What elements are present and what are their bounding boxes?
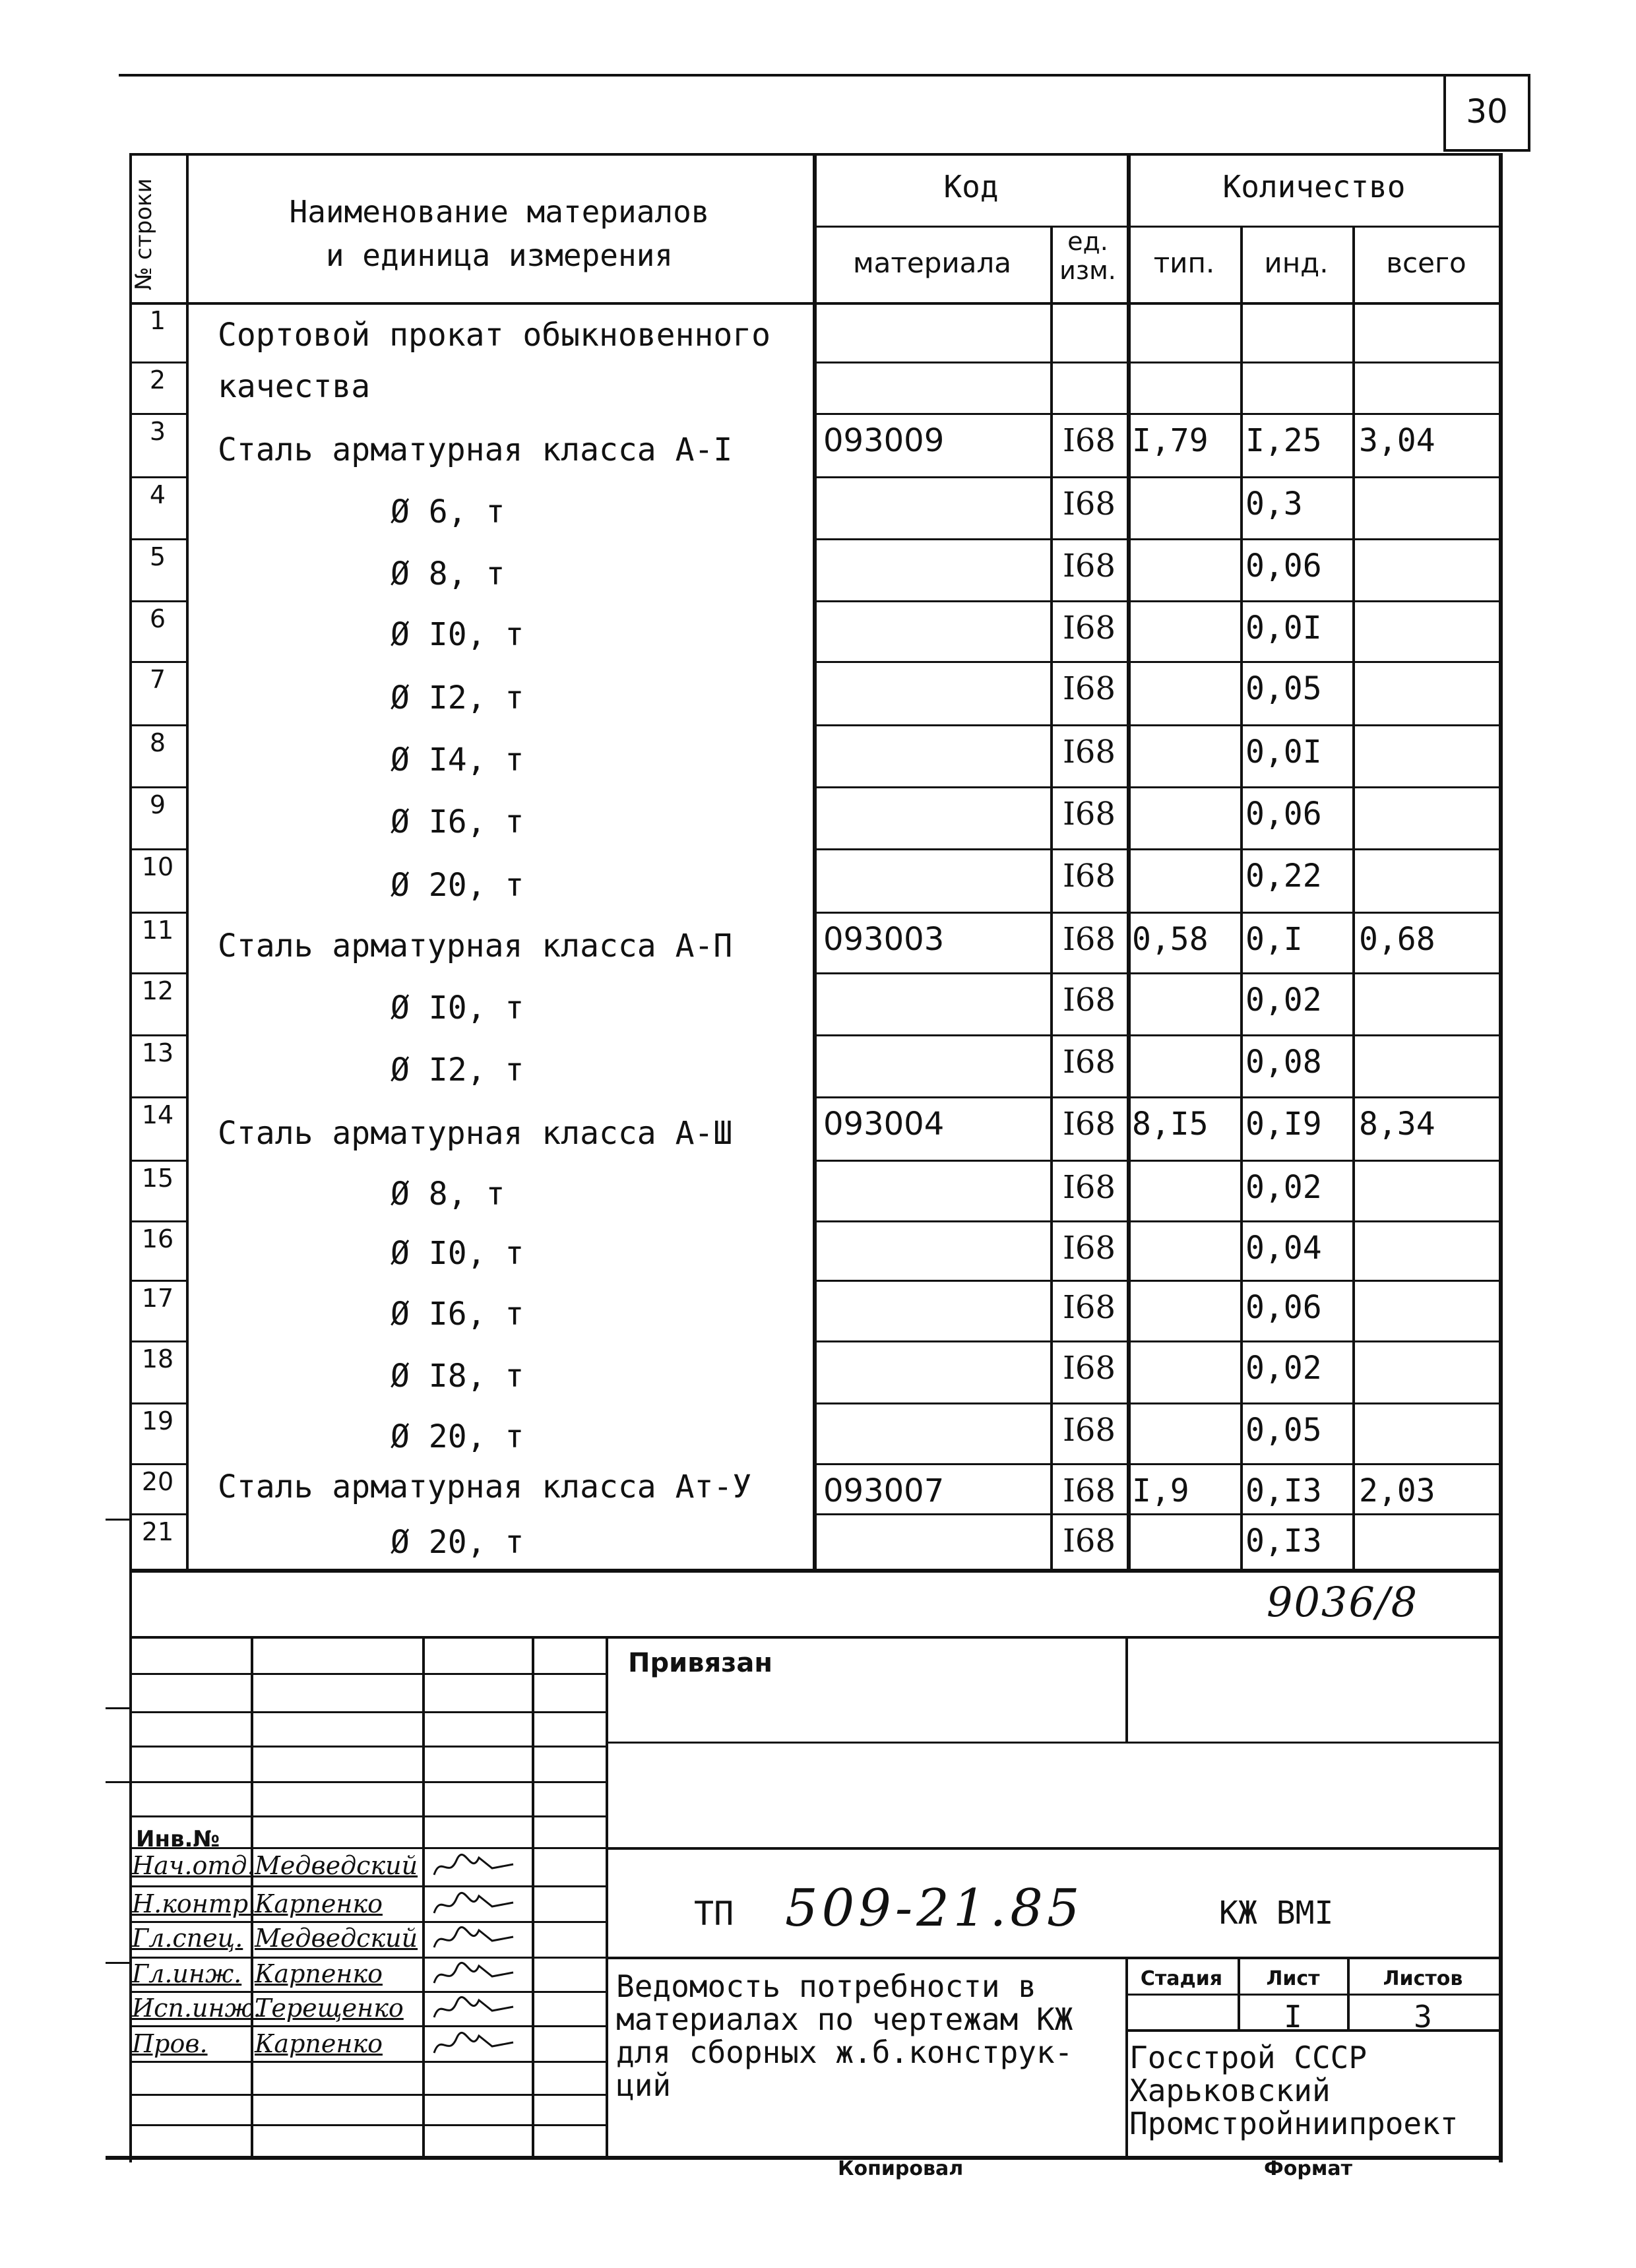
row-line bbox=[813, 1280, 1499, 1282]
row-line bbox=[129, 912, 186, 914]
row-line bbox=[813, 1463, 1499, 1465]
header-row-number: № строки bbox=[131, 178, 157, 290]
row-line bbox=[129, 1463, 186, 1465]
header-qty-typ: тип. bbox=[1153, 247, 1215, 279]
cell-no: 8 bbox=[149, 728, 166, 757]
tb-line bbox=[129, 1921, 606, 1923]
cell-unit: I68 bbox=[1062, 921, 1116, 958]
cell-unit: I68 bbox=[1062, 796, 1116, 833]
tb-line bbox=[606, 1636, 608, 2156]
row-line bbox=[129, 1402, 186, 1404]
cell-unit: I68 bbox=[1062, 982, 1116, 1019]
cell-typ: I,79 bbox=[1132, 422, 1209, 459]
tb-line bbox=[129, 1711, 606, 1713]
signature-mark bbox=[429, 1888, 521, 1921]
cell-no: 6 bbox=[149, 604, 166, 633]
organization: Госстрой СССР Харьковский Промстройниипроект bbox=[1129, 2040, 1459, 2141]
cell-name: Сталь арматурная класса Ат-У bbox=[218, 1468, 752, 1505]
tb-line bbox=[532, 1636, 534, 2156]
staff-name: Карпенко bbox=[255, 1889, 383, 1918]
top-border-line bbox=[119, 74, 1530, 77]
cell-ind: 0,0I bbox=[1245, 610, 1322, 646]
cell-no: 12 bbox=[141, 976, 174, 1005]
table-bottom-border bbox=[129, 1569, 1501, 1573]
format-label: Формат bbox=[1264, 2157, 1352, 2180]
staff-role: Пров. bbox=[132, 2029, 208, 2058]
cell-ind: 0,I9 bbox=[1245, 1106, 1322, 1143]
cell-ind: 0,02 bbox=[1245, 1169, 1322, 1206]
cell-typ: 0,58 bbox=[1132, 921, 1209, 958]
cell-material: 093009 bbox=[823, 422, 945, 459]
cell-name: Ø I0, т bbox=[391, 990, 524, 1026]
cell-unit: I68 bbox=[1062, 1106, 1116, 1143]
row-line bbox=[813, 1096, 1499, 1098]
row-line bbox=[129, 972, 186, 974]
cell-name: Сталь арматурная класса А-Ш bbox=[218, 1115, 733, 1152]
row-line bbox=[813, 362, 1499, 363]
cell-ind: I,25 bbox=[1245, 422, 1322, 459]
tb-line bbox=[129, 1991, 606, 1993]
cell-typ: 8,I5 bbox=[1132, 1106, 1209, 1143]
tb-line bbox=[129, 2124, 606, 2126]
sheet-value: I bbox=[1284, 1999, 1302, 2034]
staff-name: Медведский bbox=[255, 1851, 418, 1880]
row-line bbox=[813, 661, 1499, 663]
margin-tick bbox=[106, 1519, 129, 1521]
cell-unit: I68 bbox=[1062, 1523, 1116, 1559]
project-code: 509-21.85 bbox=[785, 1879, 1084, 1938]
sheet-number-box-right bbox=[1528, 74, 1530, 152]
margin-tick bbox=[106, 1781, 129, 1783]
signature-mark bbox=[429, 1958, 521, 1991]
row-line bbox=[813, 413, 1499, 415]
sheet-number: 30 bbox=[1466, 92, 1508, 131]
cell-ind: 0,I3 bbox=[1245, 1472, 1322, 1509]
cell-ind: 0,22 bbox=[1245, 858, 1322, 895]
signature-mark bbox=[429, 2028, 521, 2061]
tb-line bbox=[606, 1957, 1499, 1959]
cell-name: Ø 8, т bbox=[391, 555, 505, 592]
row-line bbox=[813, 476, 1499, 478]
tb-line bbox=[422, 1636, 425, 2156]
margin-tick bbox=[106, 1707, 129, 1709]
cell-name: Ø I6, т bbox=[391, 803, 524, 840]
row-line bbox=[129, 1340, 186, 1342]
staff-name: Карпенко bbox=[255, 1959, 383, 1988]
cell-no: 17 bbox=[141, 1284, 174, 1313]
header-quantity: Количество bbox=[1222, 169, 1406, 205]
stage-label: Стадия bbox=[1140, 1967, 1223, 1990]
tb-line bbox=[129, 2094, 606, 2096]
tb-line bbox=[129, 1885, 606, 1887]
cell-name: Ø I0, т bbox=[391, 616, 524, 653]
inv-no-label: Инв.№ bbox=[136, 1826, 220, 1852]
row-line bbox=[129, 1034, 186, 1036]
cell-ind: 0,I bbox=[1245, 921, 1303, 958]
row-line bbox=[813, 1034, 1499, 1036]
tb-line bbox=[129, 1815, 606, 1817]
privyazan-label: Привязан bbox=[628, 1648, 773, 1678]
cell-no: 18 bbox=[141, 1344, 174, 1373]
cell-unit: I68 bbox=[1062, 1350, 1116, 1387]
cell-no: 5 bbox=[149, 542, 166, 571]
col-line bbox=[1499, 153, 1503, 1569]
row-line bbox=[129, 600, 186, 602]
header-qty-ind: инд. bbox=[1264, 247, 1329, 279]
staff-role: Нач.отд. bbox=[132, 1851, 255, 1880]
cell-unit: I68 bbox=[1062, 734, 1116, 771]
cell-no: 15 bbox=[141, 1164, 174, 1193]
staff-name: Терещенко bbox=[255, 1994, 404, 2023]
cell-unit: I68 bbox=[1062, 548, 1116, 584]
cell-no: 10 bbox=[141, 852, 174, 881]
cell-name: Ø 20, т bbox=[391, 1524, 524, 1561]
header-code-material: материала bbox=[852, 247, 1011, 279]
cell-ind: 0,04 bbox=[1245, 1230, 1322, 1267]
cell-unit: I68 bbox=[1062, 1472, 1116, 1509]
cell-unit: I68 bbox=[1062, 1289, 1116, 1326]
cell-total: 0,68 bbox=[1359, 921, 1435, 958]
tb-right-border bbox=[1499, 1569, 1503, 2162]
row-line bbox=[129, 1513, 186, 1515]
header-name: Наименование материалов и единица измерения bbox=[289, 194, 710, 273]
cell-name: Ø I2, т bbox=[391, 1052, 524, 1088]
margin-tick bbox=[106, 1962, 129, 1964]
cell-no: 16 bbox=[141, 1224, 174, 1253]
kopiroval-label: Копировал bbox=[838, 2157, 964, 2180]
cell-no: 4 bbox=[149, 480, 166, 509]
staff-name: Медведский bbox=[255, 1924, 418, 1953]
row-line bbox=[813, 1402, 1499, 1404]
tb-line bbox=[1125, 1636, 1128, 1742]
cell-total: 8,34 bbox=[1359, 1106, 1435, 1143]
row-line bbox=[813, 1340, 1499, 1342]
cell-name: Ø I8, т bbox=[391, 1358, 524, 1395]
row-line bbox=[129, 1220, 186, 1222]
project-prefix: ТП bbox=[694, 1895, 734, 1933]
row-line bbox=[129, 1160, 186, 1162]
cell-no: 3 bbox=[149, 417, 166, 446]
cell-name: Ø 20, т bbox=[391, 1418, 524, 1455]
row-line bbox=[129, 661, 186, 663]
row-line bbox=[129, 1280, 186, 1282]
cell-unit: I68 bbox=[1062, 858, 1116, 895]
staff-role: Гл.спец. bbox=[132, 1924, 243, 1953]
cell-ind: 0,3 bbox=[1245, 486, 1303, 522]
cell-ind: 0,0I bbox=[1245, 734, 1322, 771]
row-line bbox=[129, 362, 186, 363]
document-mark: КЖ ВМI bbox=[1219, 1895, 1334, 1932]
cell-unit: I68 bbox=[1062, 1044, 1116, 1081]
cell-ind: 0,02 bbox=[1245, 1350, 1322, 1387]
cell-unit: I68 bbox=[1062, 1169, 1116, 1206]
cell-no: 13 bbox=[141, 1038, 174, 1067]
sheets-label: Листов bbox=[1383, 1967, 1463, 1990]
col-line bbox=[1050, 226, 1053, 1569]
tb-line bbox=[129, 2061, 606, 2063]
cell-ind: 0,02 bbox=[1245, 982, 1322, 1019]
cell-no: 14 bbox=[141, 1100, 174, 1129]
row-line bbox=[129, 848, 186, 850]
cell-name: качества bbox=[218, 368, 371, 405]
cell-name: Ø 6, т bbox=[391, 493, 505, 530]
cell-no: 9 bbox=[149, 790, 166, 819]
row-line bbox=[813, 600, 1499, 602]
cell-ind: 0,05 bbox=[1245, 670, 1322, 707]
row-line bbox=[129, 724, 186, 726]
sheets-value: 3 bbox=[1414, 1999, 1432, 2034]
col-line bbox=[813, 153, 817, 1569]
row-line bbox=[813, 1220, 1499, 1222]
sheet-label: Лист bbox=[1266, 1967, 1320, 1990]
document-title: Ведомость потребности в материалах по чертежам КЖ для сборных ж.б.конструк- ций bbox=[616, 1969, 1073, 2103]
row-line bbox=[129, 1096, 186, 1098]
tb-line bbox=[129, 2025, 606, 2027]
staff-role: Исп.инж. bbox=[132, 1994, 261, 2023]
cell-name: Ø I4, т bbox=[391, 741, 524, 778]
cell-no: 11 bbox=[141, 916, 174, 945]
cell-material: 093007 bbox=[823, 1472, 945, 1509]
row-line bbox=[129, 413, 186, 415]
cell-no: 1 bbox=[149, 306, 166, 335]
cell-ind: 0,06 bbox=[1245, 1289, 1322, 1326]
tb-line bbox=[129, 1746, 606, 1748]
tb-line bbox=[129, 1673, 606, 1675]
cell-name: Ø 20, т bbox=[391, 867, 524, 904]
row-line bbox=[813, 1513, 1499, 1515]
sheet-number-box-bottom bbox=[1443, 149, 1530, 152]
cell-no: 19 bbox=[141, 1406, 174, 1435]
cell-ind: 0,05 bbox=[1245, 1412, 1322, 1449]
tb-line bbox=[129, 1957, 606, 1959]
cell-typ: I,9 bbox=[1132, 1472, 1189, 1509]
row-line bbox=[813, 1160, 1499, 1162]
cell-unit: I68 bbox=[1062, 1412, 1116, 1449]
signature-mark bbox=[429, 1922, 521, 1955]
row-line bbox=[813, 786, 1499, 788]
cell-no: 20 bbox=[141, 1467, 174, 1496]
cell-ind: 0,06 bbox=[1245, 548, 1322, 584]
staff-name: Карпенко bbox=[255, 2029, 383, 2058]
tb-line bbox=[129, 1781, 606, 1783]
staff-role: Гл.инж. bbox=[132, 1959, 242, 1988]
row-line bbox=[813, 724, 1499, 726]
cell-no: 21 bbox=[141, 1517, 174, 1546]
cell-no: 2 bbox=[149, 365, 166, 394]
tb-line bbox=[129, 1636, 1503, 1639]
staff-role: Н.контр. bbox=[132, 1889, 257, 1918]
row-line bbox=[813, 972, 1499, 974]
cell-name: Ø I0, т bbox=[391, 1235, 524, 1272]
cell-total: 3,04 bbox=[1359, 422, 1435, 459]
cell-name: Сталь арматурная класса А-П bbox=[218, 928, 733, 964]
header-code: Код bbox=[943, 169, 999, 205]
col-line bbox=[1240, 226, 1243, 1569]
cell-ind: 0,06 bbox=[1245, 796, 1322, 833]
tb-line bbox=[1125, 1994, 1499, 1996]
row-line bbox=[813, 538, 1499, 540]
handwritten-number: 9036/8 bbox=[1267, 1578, 1419, 1626]
cell-ind: 0,I3 bbox=[1245, 1523, 1322, 1559]
cell-unit: I68 bbox=[1062, 486, 1116, 522]
cell-total: 2,03 bbox=[1359, 1472, 1435, 1509]
header-qty-total: всего bbox=[1386, 247, 1466, 279]
row-line bbox=[813, 848, 1499, 850]
tb-line bbox=[606, 1847, 1499, 1850]
row-line bbox=[129, 476, 186, 478]
cell-name: Сталь арматурная класса А-I bbox=[218, 431, 733, 468]
header-code-unit: ед. изм. bbox=[1059, 227, 1116, 285]
cell-material: 093003 bbox=[823, 921, 945, 958]
cell-ind: 0,08 bbox=[1245, 1044, 1322, 1081]
row-line bbox=[129, 538, 186, 540]
cell-name: Ø I6, т bbox=[391, 1296, 524, 1333]
signature-mark bbox=[429, 1992, 521, 2025]
header-split-line bbox=[813, 226, 1499, 228]
cell-material: 093004 bbox=[823, 1106, 945, 1143]
cell-unit: I68 bbox=[1062, 422, 1116, 459]
signature-mark bbox=[429, 1850, 521, 1883]
row-line bbox=[813, 912, 1499, 914]
col-line bbox=[186, 153, 189, 1569]
cell-no: 7 bbox=[149, 665, 166, 694]
cell-unit: I68 bbox=[1062, 1230, 1116, 1267]
col-line bbox=[1127, 153, 1131, 1569]
cell-name: Ø 8, т bbox=[391, 1176, 505, 1213]
col-line bbox=[1352, 226, 1355, 1569]
row-line bbox=[129, 786, 186, 788]
tb-line bbox=[606, 1742, 1499, 1744]
cell-name: Ø I2, т bbox=[391, 679, 524, 716]
cell-unit: I68 bbox=[1062, 610, 1116, 646]
cell-name: Сортовой прокат обыкновенного bbox=[218, 317, 771, 354]
cell-unit: I68 bbox=[1062, 670, 1116, 707]
